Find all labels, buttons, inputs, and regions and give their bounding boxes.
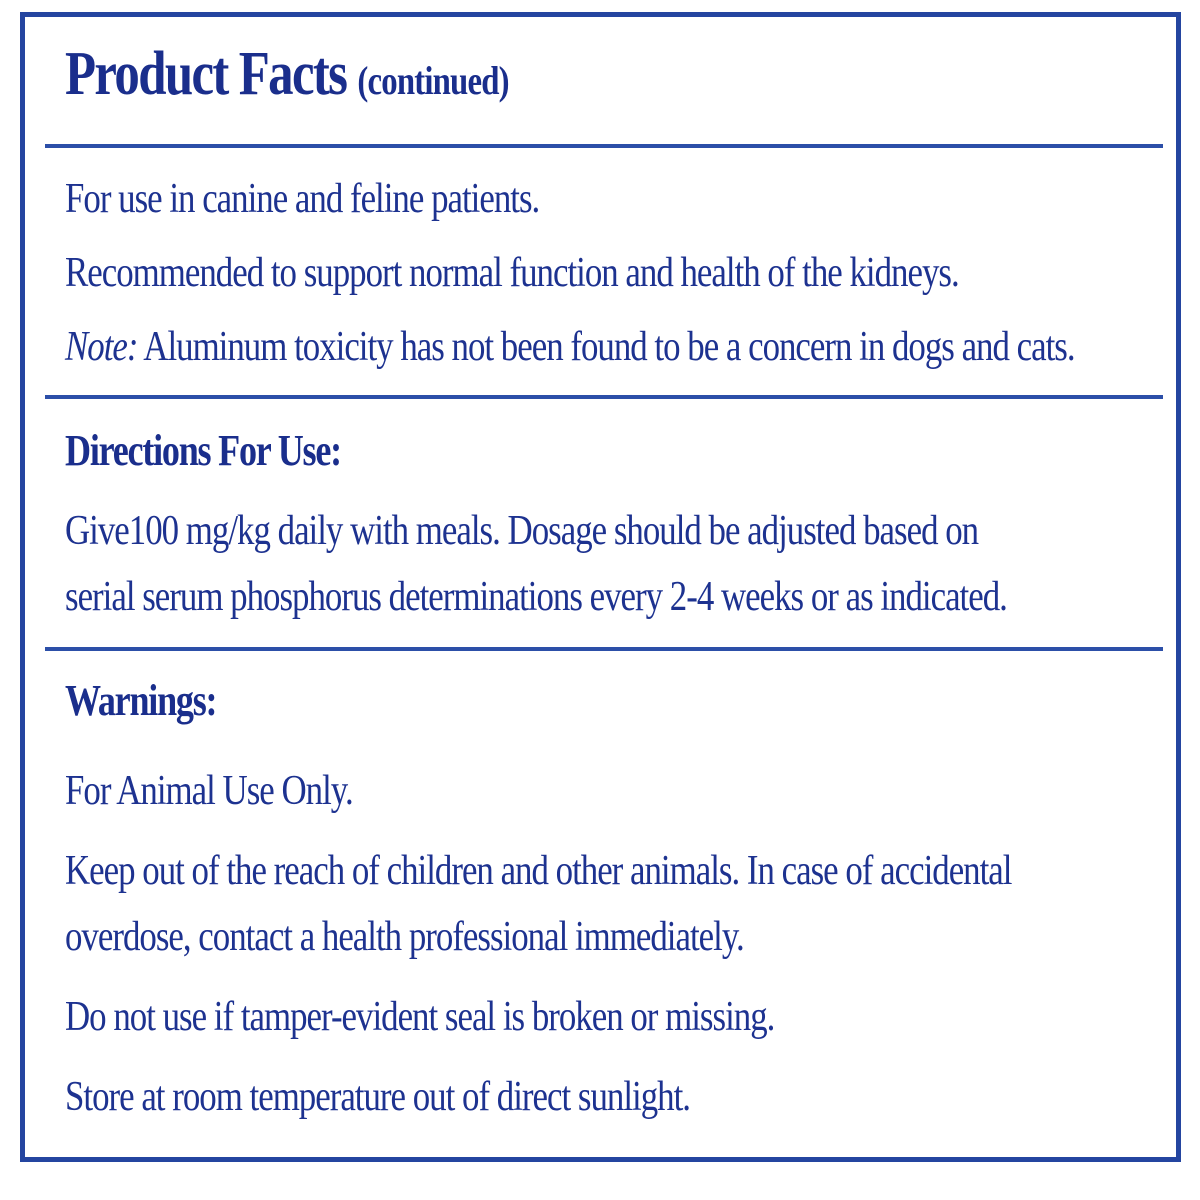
- product-facts-panel: [20, 12, 1181, 1162]
- warning-animal-use: For Animal Use Only.: [65, 768, 353, 814]
- page-title: [65, 39, 509, 110]
- title-main: Product Facts: [65, 40, 347, 108]
- warning-storage: Store at room temperature out of direct sunlight.: [65, 1074, 690, 1120]
- title-subtitle: (continued): [357, 58, 509, 103]
- warning-overdose: overdose, contact a health professional immediately.: [65, 914, 744, 960]
- warning-seal: Do not use if tamper-evident seal is broken or missing.: [65, 994, 775, 1040]
- divider-top: [45, 144, 1163, 148]
- directions-line-monitoring: serial serum phosphorus determinations every 2-4 weeks or as indicated.: [65, 574, 1007, 620]
- warning-keep-out-reach: Keep out of the reach of children and other animals. In case of accidental: [65, 848, 1012, 894]
- warnings-heading: Warnings:: [65, 676, 217, 725]
- intro-note: [65, 323, 1075, 371]
- directions-heading: Directions For Use:: [65, 426, 341, 475]
- directions-line-dosage: Give100 mg/kg daily with meals. Dosage should be adjusted based on: [65, 508, 979, 554]
- divider-directions: [45, 395, 1163, 399]
- note-label: Note:: [65, 324, 138, 370]
- note-text: Aluminum toxicity has not been found to be a concern in dogs and cats.: [137, 324, 1075, 370]
- intro-line-recommended: Recommended to support normal function and health of the kidneys.: [65, 250, 959, 296]
- intro-line-species: For use in canine and feline patients.: [65, 176, 540, 222]
- divider-warnings: [45, 647, 1163, 651]
